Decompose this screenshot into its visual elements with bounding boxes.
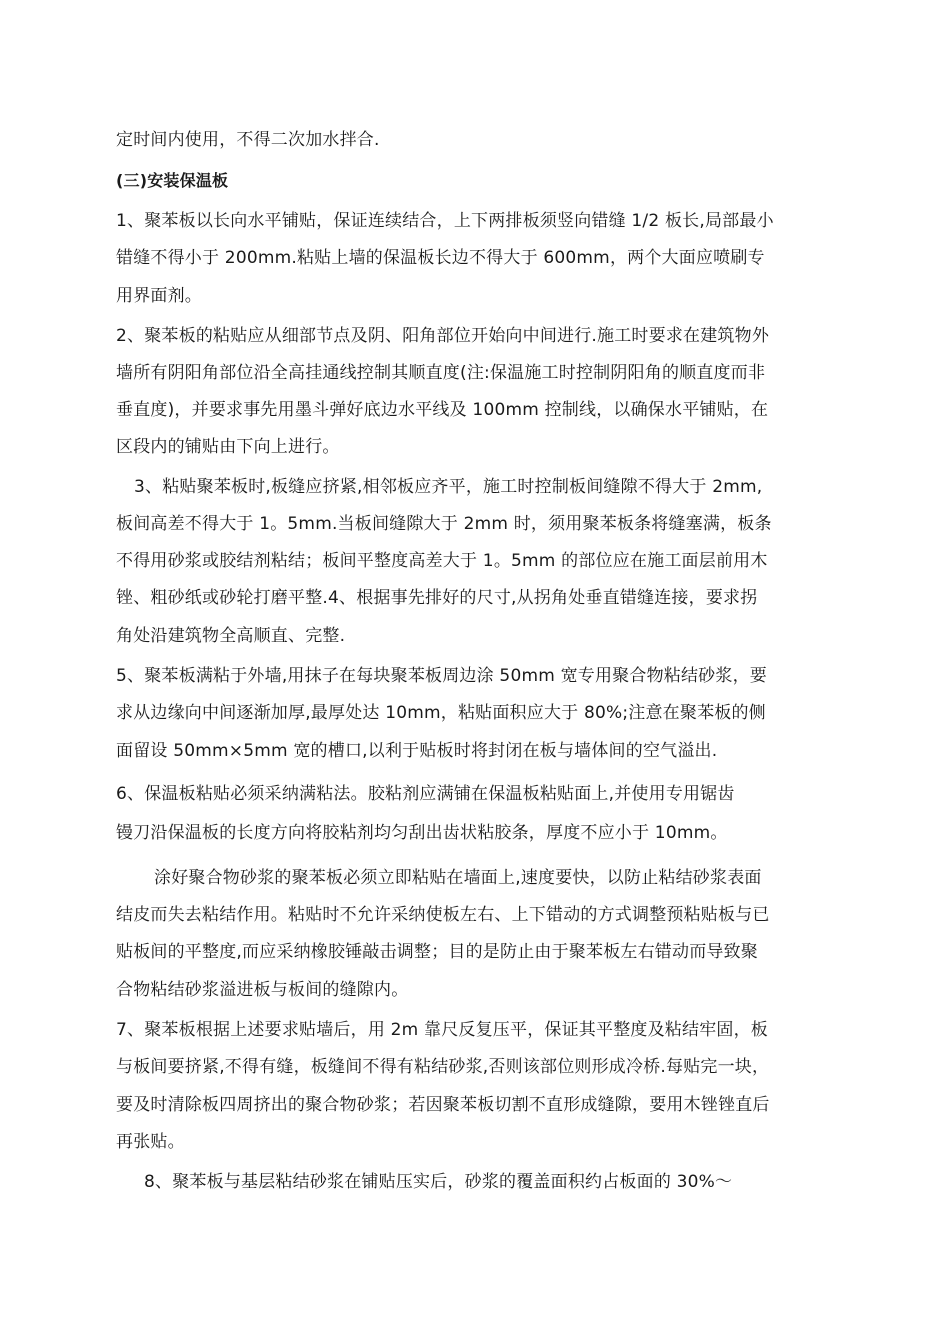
text-line: 不得用砂浆或胶结剂粘结；板间平整度高差大于 1。5mm 的部位应在施工面层前用木 [116,551,768,571]
text-line: 要及时清除板四周挤出的聚合物砂浆；若因聚苯板切割不直形成缝隙，要用木锉锉直后 [116,1095,770,1115]
text-line: 8、聚苯板与基层粘结砂浆在铺贴压实后，砂浆的覆盖面积约占板面的 30%～ [144,1172,733,1192]
text-line: 2、聚苯板的粘贴应从细部节点及阴、阳角部位开始向中间进行.施工时要求在建筑物外 [116,326,770,346]
text-line: 1、聚苯板以长向水平铺贴，保证连续结合，上下两排板须竖向错缝 1/2 板长,局部最小 [116,211,774,231]
text-line: 板间高差不得大于 1。5mm.当板间缝隙大于 2mm 时，须用聚苯板条将缝塞满，板条 [116,514,772,534]
text-line: 再张贴。 [116,1132,185,1152]
text-line: 墙所有阴阳角部位沿全高挂通线控制其顺直度(注:保温施工时控制阴阳角的顺直度而非 [116,363,766,383]
text-line: 区段内的铺贴由下向上进行。 [116,437,340,457]
text-line: 结皮而失去粘结作用。粘贴时不允许采纳使板左右、上下错动的方式调整预粘贴板与已 [116,905,770,925]
text-line: 合物粘结砂浆溢进板与板间的缝隙内。 [116,980,409,1000]
text-line: 面留设 50mm×5mm 宽的槽口,以利于贴板时将封闭在板与墙体间的空气溢出. [116,741,718,761]
text-line: 涂好聚合物砂浆的聚苯板必须立即粘贴在墙面上,速度要快，以防止粘结砂浆表面 [154,868,762,888]
text-line: 用界面剂。 [116,286,202,306]
text-line: 错缝不得小于 200mm.粘贴上墙的保温板长边不得大于 600mm，两个大面应喷刷专 [116,248,765,268]
text-line: 锉、粗砂纸或砂轮打磨平整.4、根据事先排好的尺寸,从拐角处垂直错缝连接，要求拐 [116,588,758,608]
text-line: 垂直度)，并要求事先用墨斗弹好底边水平线及 100mm 控制线，以确保水平铺贴，在 [116,400,769,420]
text-line: 7、聚苯板根据上述要求贴墙后，用 2m 靠尺反复压平，保证其平整度及粘结牢固，板 [116,1020,768,1040]
text-line: 求从边缘向中间逐渐加厚,最厚处达 10mm，粘贴面积应大于 80%;注意在聚苯板的侧 [116,703,766,723]
text-line: 镘刀沿保温板的长度方向将胶粘剂均匀刮出齿状粘胶条，厚度不应小于 10mm。 [116,823,728,843]
section-heading: (三)安装保温板 [116,171,229,190]
text-line: 贴板间的平整度,而应采纳橡胶锤敲击调整；目的是防止由于聚苯板左右错动而导致聚 [116,942,759,962]
text-line: 5、聚苯板满粘于外墙,用抹子在每块聚苯板周边涂 50mm 宽专用聚合物粘结砂浆，要 [116,666,767,686]
text-line: 6、保温板粘贴必须采纳满粘法。胶粘剂应满铺在保温板粘贴面上,并使用专用锯齿 [116,784,735,804]
text-line: 与板间要挤紧,不得有缝，板缝间不得有粘结砂浆,否则该部位则形成冷桥.每贴完一块， [116,1057,770,1077]
text-line: 3、粘贴聚苯板时,板缝应挤紧,相邻板应齐平，施工时控制板间缝隙不得大于 2mm, [134,477,763,497]
text-line: 角处沿建筑物全高顺直、完整. [116,626,346,646]
text-line: 定时间内使用，不得二次加水拌合. [116,130,380,150]
